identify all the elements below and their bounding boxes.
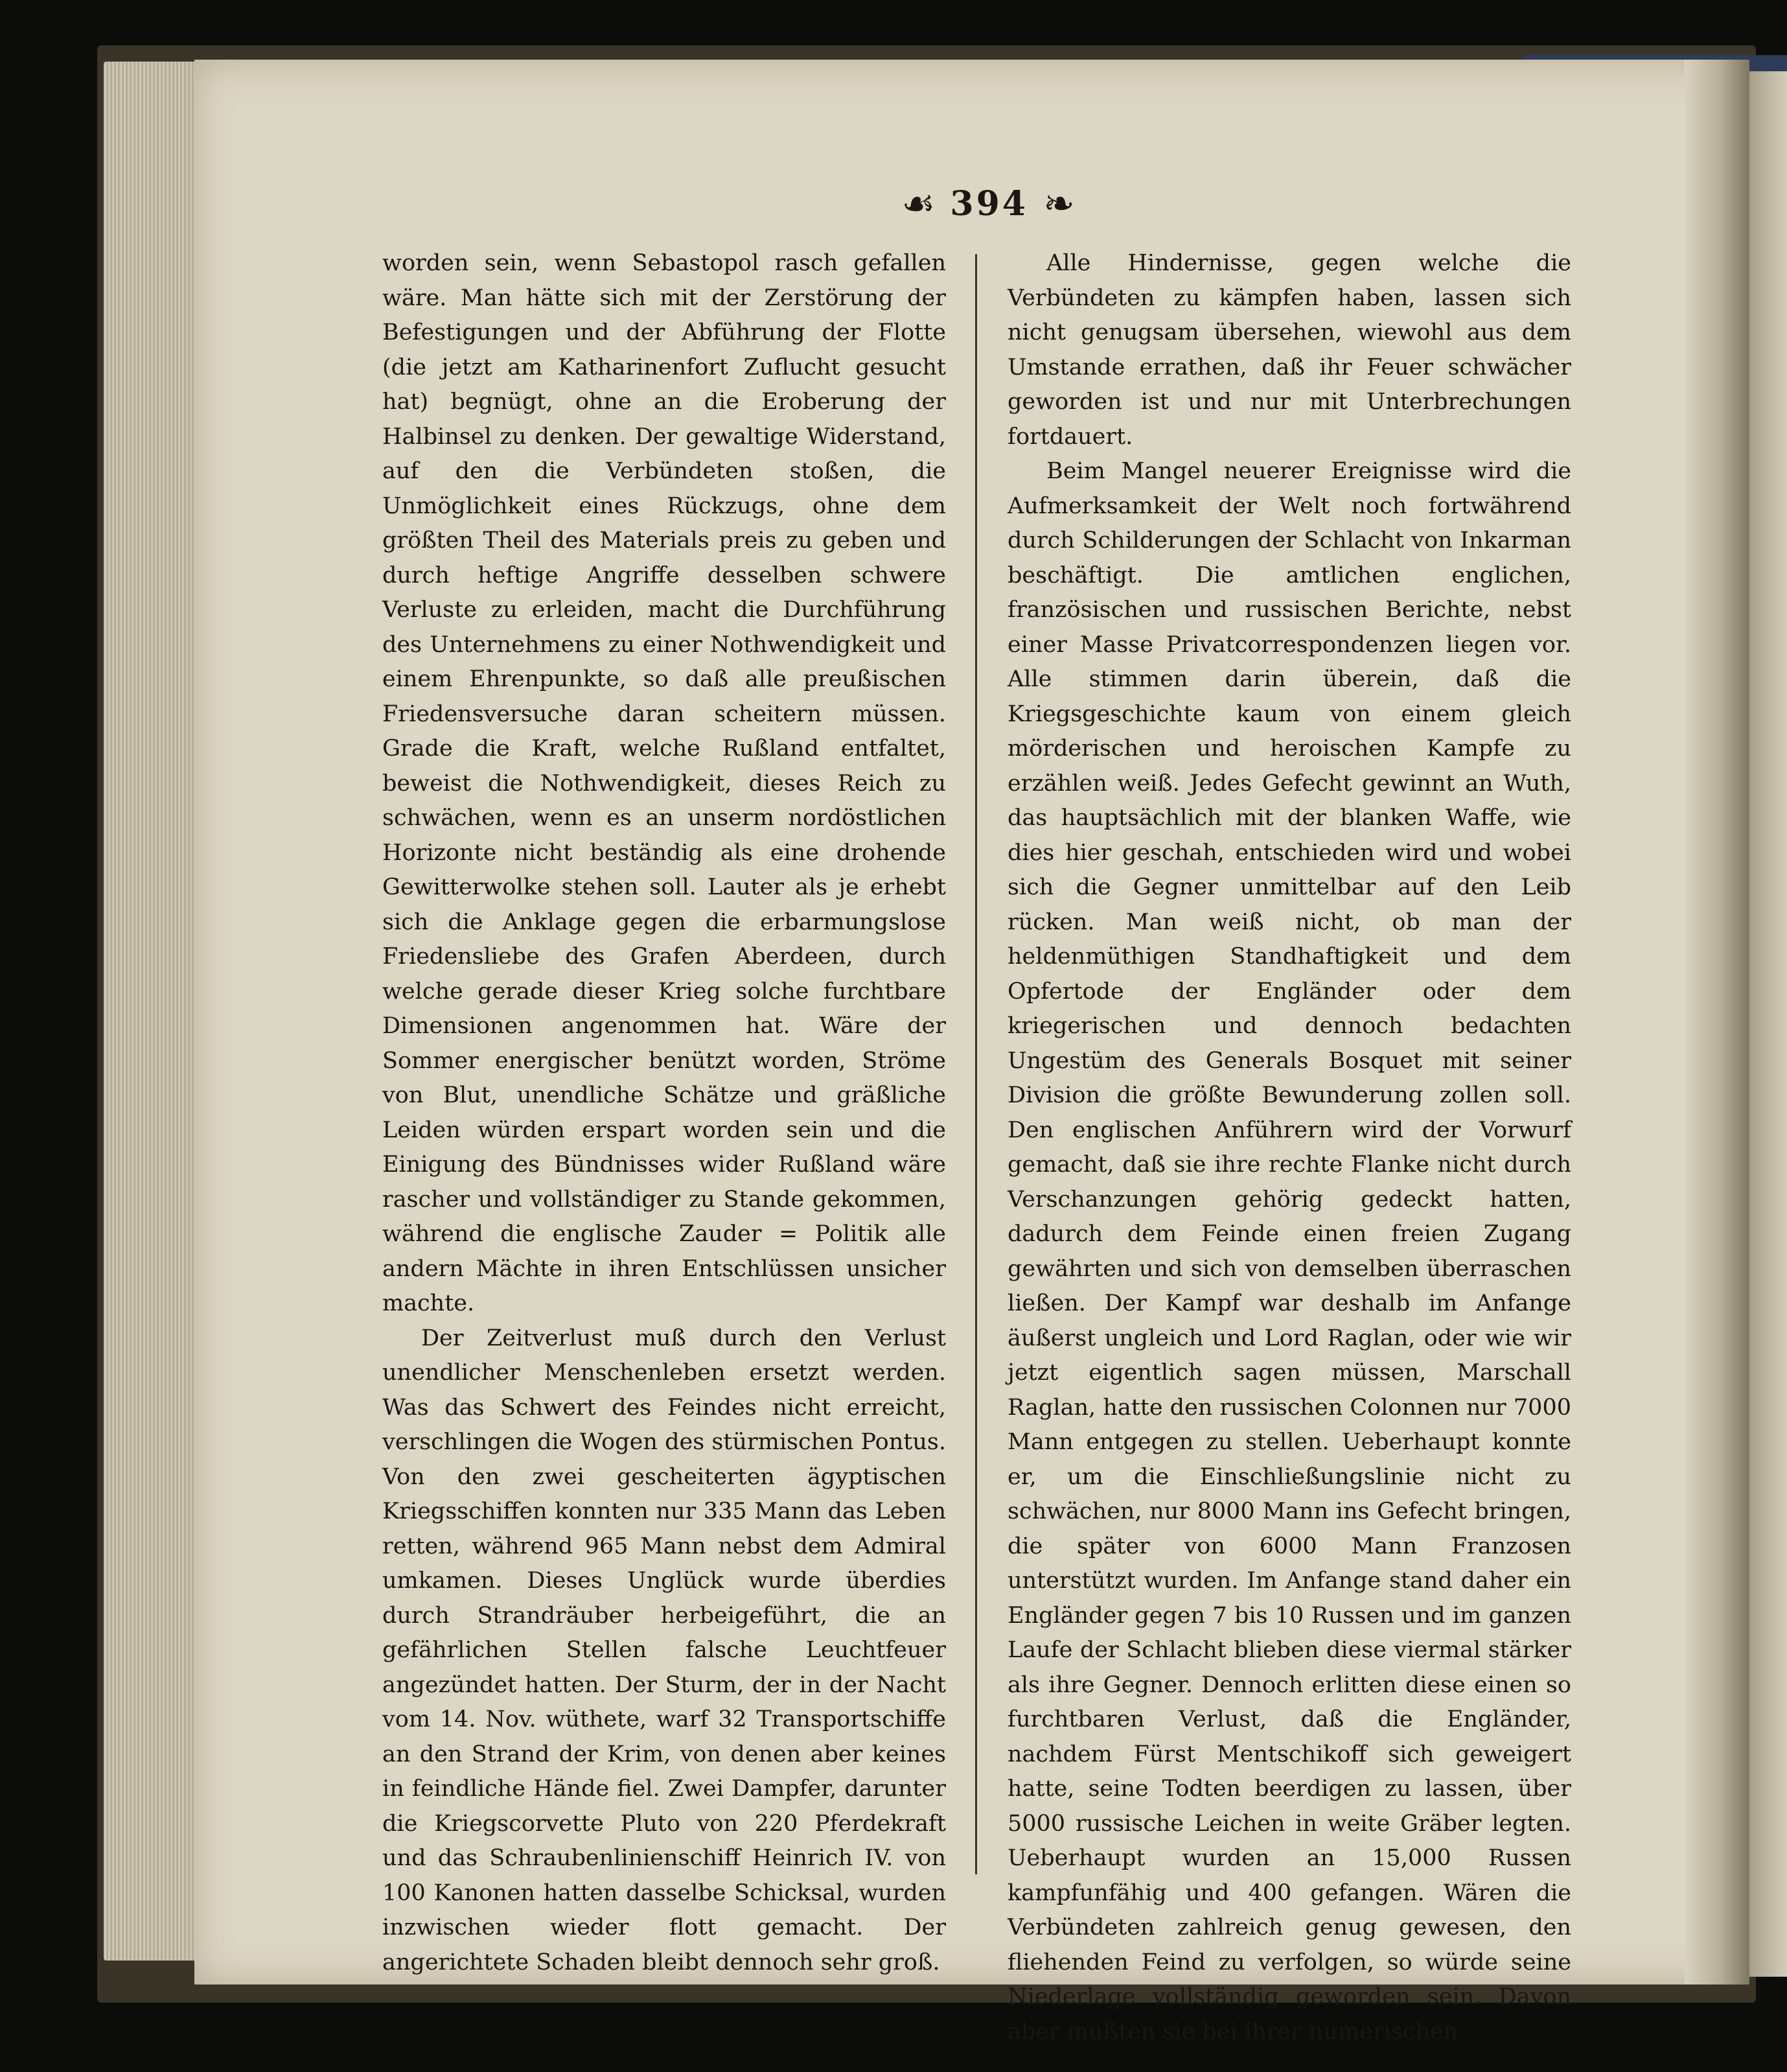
left-column bbox=[382, 246, 946, 1975]
ornament-right-icon: ❧ bbox=[1043, 181, 1075, 226]
paragraph: Alle Hindernisse, gegen welche die Verbündeten zu kämpfen haben, lassen sich nicht genugsam übersehen, wiewohl aus dem Umstande errathen, daß ihr Feuer schwächer geworden ist und nur mit Unterbrechungen fortdauert. bbox=[1008, 250, 1571, 450]
right-column bbox=[1008, 246, 1571, 2045]
paragraph: worden sein, wenn Sebastopol rasch gefallen wäre. Man hätte sich mit der Zerstörung der Befestigungen und der Abführung der Flotte (die jetzt am Katharinenfort Zuflucht gesucht hat) begnügt, ohne an die Eroberung der Halbinsel zu denken. Der gewaltige Widerstand, auf den die Verbündeten stoßen, die Unmöglichkeit eines Rückzugs, ohne dem größten Theil des Materials preis zu geben und durch heftige Angriffe desselben schwere Verluste zu erleiden, macht die Durchführung des Unternehmens zu einer Nothwendigkeit und einem Ehrenpunkte, so daß alle preußischen Friedensversuche daran scheitern müssen. Grade die Kraft, welche Rußland entfaltet, beweist die Nothwendigkeit, dieses Reich zu schwächen, wenn es an unserm nordöstlichen Horizonte nicht beständig als eine drohende Gewitterwolke stehen soll. Lauter als je erhebt sich die Anklage gegen die erbarmungslose Friedensliebe des Grafen Aberdeen, durch welche gerade dieser Krieg solche furchtbare Dimensionen angenommen hat. Wäre der Sommer energischer benützt worden, Ströme von Blut, unendliche Schätze und gräßliche Leiden würden erspart worden sein und die Einigung des Bündnisses wider Rußland wäre rascher und vollständiger zu Stande gekommen, während die englische Zauder = Politik alle andern Mächte in ihren Entschlüssen unsicher machte. bbox=[382, 250, 946, 1316]
page-number: 394 bbox=[950, 183, 1028, 224]
page-gutter bbox=[1685, 60, 1749, 1985]
page-header bbox=[859, 181, 1118, 226]
paragraph: Der Zeitverlust muß durch den Verlust unendlicher Menschenleben ersetzt werden. Was das Schwert des Feindes nicht erreicht, verschlingen die Wogen des stürmischen Pontus. Von den zwei gescheiterten ägyptischen Kriegsschiffen konnten nur 335 Mann das Leben retten, während 965 Mann nebst dem Admiral umkamen. Dieses Unglück wurde überdies durch Strandräuber herbeigeführt, die an gefährlichen Stellen falsche Leuchtfeuer angezündet hatten. Der Sturm, der in der Nacht vom 14. Nov. wüthete, warf 32 Transportschiffe an den Strand der Krim, von denen aber keines in feindliche Hände fiel. Zwei Dampfer, darunter die Kriegscorvette Pluto von 220 Pferdekraft und das Schraubenlinienschiff Heinrich IV. von 100 Kanonen hatten dasselbe Schicksal, wurden inzwischen wieder flott gemacht. Der angerichtete Schaden bleibt dennoch sehr groß. bbox=[382, 1325, 946, 1975]
page-edges bbox=[104, 62, 207, 1961]
paragraph: Beim Mangel neuerer Ereignisse wird die Aufmerksamkeit der Welt noch fortwährend durch Schilderungen der Schlacht von Inkarman beschäftigt. Die amtlichen englichen, französischen und russischen Berichte, nebst einer Masse Privatcorrespondenzen liegen vor. Alle stimmen darin überein, daß die Kriegsgeschichte kaum von einem gleich mörderischen und heroischen Kampfe zu erzählen weiß. Jedes Gefecht gewinnt an Wuth, das hauptsächlich mit der blanken Waffe, wie dies hier geschah, entschieden wird und wobei sich die Gegner unmittelbar auf den Leib rücken. Man weiß nicht, ob man der heldenmüthigen Standhaftigkeit und dem Opfertode der Engländer oder dem kriegerischen und dennoch bedachten Ungestüm des Generals Bosquet mit seiner Division die größte Bewunderung zollen soll. Den englischen Anführern wird der Vorwurf gemacht, daß sie ihre rechte Flanke nicht durch Verschanzungen gehörig gedeckt hatten, dadurch dem Feinde einen freien Zugang gewährten und sich von demselben überraschen ließen. Der Kampf war deshalb im Anfange äußerst ungleich und Lord Raglan, oder wie wir jetzt eigentlich sagen müssen, Marschall Raglan, hatte den russischen Colonnen nur 7000 Mann entgegen zu stellen. Ueberhaupt konnte er, um die Einschließungslinie nicht zu schwächen, nur 8000 Mann ins Gefecht bringen, die später von 6000 Mann Franzosen unterstützt wurden. Im Anfange stand daher ein Engländer gegen 7 bis 10 Russen und im ganzen Laufe der Schlacht blieben diese viermal stärker als ihre Gegner. Dennoch erlitten diese einen so furchtbaren Verlust, daß die Engländer, nachdem Fürst Mentschikoff sich geweigert hatte, seine Todten beerdigen zu lassen, über 5000 russische Leichen in weite Gräber legten. Ueberhaupt wurden an 15,000 Russen kampfunfähig und 400 gefangen. Wären die Verbündeten zahlreich genug gewesen, den fliehenden Feind zu verfolgen, so würde seine Niederlage vollständig geworden sein. Davon aber mußten sie bei ihrer numerischen bbox=[1008, 458, 1571, 2045]
column-divider bbox=[975, 254, 977, 1874]
facing-page-edge bbox=[1749, 71, 1787, 1977]
ornament-left-icon: ☙ bbox=[901, 181, 936, 226]
